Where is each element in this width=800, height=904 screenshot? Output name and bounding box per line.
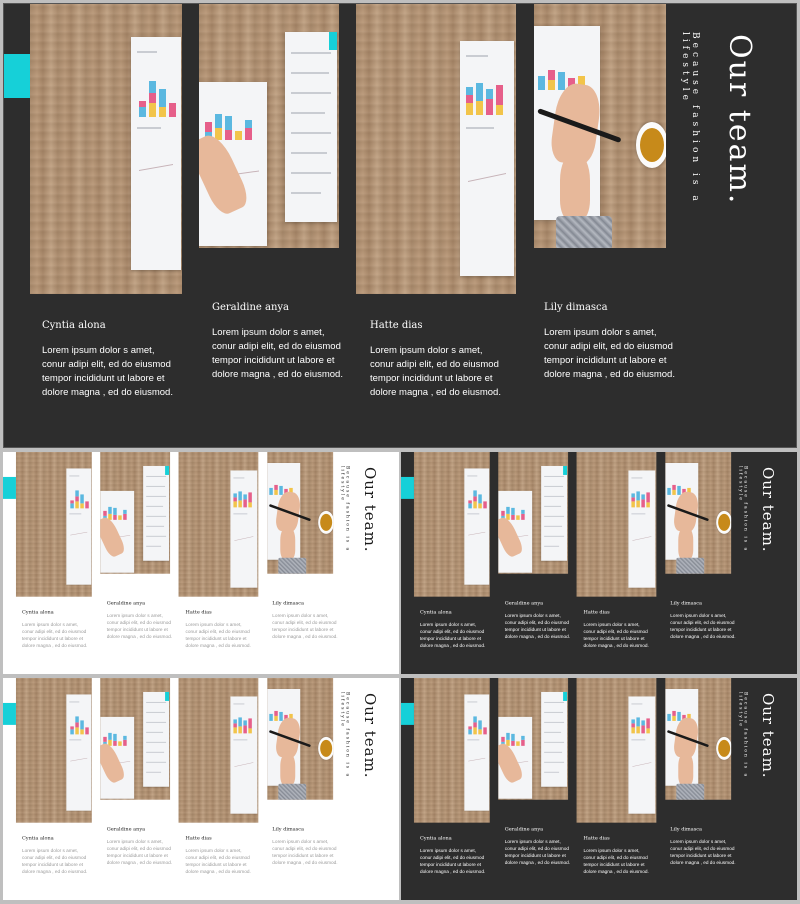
team-photo-3 (577, 678, 657, 823)
member-bio: Lorem ipsum dolor s amet, conur adipi elit, ed do eiusmod tempor incididunt ut labore et dolore magna , ed do eiusmod. (583, 622, 649, 649)
team-photo-3 (179, 452, 259, 597)
slide-title: Our team. (361, 692, 379, 779)
member-name: Cyntia alona (419, 835, 452, 842)
member-bio: Lorem ipsum dolor s amet, conur adipi elit, ed do eiusmod tempor incididunt ut labore et dolore magna , ed do eiusmod. (212, 327, 343, 380)
team-photo-1 (414, 678, 490, 823)
member-bio: Lorem ipsum dolor s amet, conur adipi elit, ed do eiusmod tempor incididunt ut labore et dolore magna , ed do eiusmod. (185, 848, 251, 875)
member-bio: Lorem ipsum dolor s amet, conur adipi elit, ed do eiusmod tempor incididunt ut labore et dolore magna , ed do eiusmod. (370, 345, 501, 398)
member-name: Cyntia alona (419, 609, 452, 616)
member-bio: Lorem ipsum dolor s amet, conur adipi elit, ed do eiusmod tempor incididunt ut labore et dolore magna , ed do eiusmod. (504, 839, 571, 866)
team-photo-1 (30, 4, 182, 294)
team-photo-2 (498, 452, 568, 574)
member-name: Hatte dias (583, 609, 610, 616)
team-photo-2 (199, 4, 339, 248)
accent-bar (3, 703, 16, 725)
slide-subtitle: Because fashion is a lifestyle (340, 465, 351, 553)
team-photo-3 (577, 452, 657, 597)
member-bio: Lorem ipsum dolor s amet, conur adipi elit, ed do eiusmod tempor incididunt ut labore et dolore magna , ed do eiusmod. (583, 848, 649, 875)
team-photo-3 (179, 678, 259, 823)
member-bio: Lorem ipsum dolor s amet, conur adipi elit, ed do eiusmod tempor incididunt ut labore et dolore magna , ed do eiusmod. (419, 848, 486, 875)
member-name: Geraldine anya (504, 600, 544, 607)
member-name: Lily dimasca (670, 826, 703, 833)
member-bio: Lorem ipsum dolor s amet, conur adipi elit, ed do eiusmod tempor incididunt ut labore et dolore magna , ed do eiusmod. (544, 327, 675, 380)
member-name: Geraldine anya (106, 826, 146, 833)
team-photo-3 (356, 4, 516, 294)
team-photo-4 (665, 452, 731, 574)
member-bio: Lorem ipsum dolor s amet, conur adipi elit, ed do eiusmod tempor incididunt ut labore et dolore magna , ed do eiusmod. (106, 839, 173, 866)
team-photo-1 (16, 678, 92, 823)
team-photo-1 (16, 452, 92, 597)
team-photo-2 (498, 678, 568, 800)
slide-subtitle: Because fashion is a lifestyle (340, 691, 351, 779)
member-bio: Lorem ipsum dolor s amet, conur adipi elit, ed do eiusmod tempor incididunt ut labore et dolore magna , ed do eiusmod. (272, 613, 338, 640)
accent-bar (401, 703, 414, 725)
accent-bar (4, 54, 30, 98)
member-bio: Lorem ipsum dolor s amet, conur adipi elit, ed do eiusmod tempor incididunt ut labore et dolore magna , ed do eiusmod. (185, 622, 251, 649)
member-bio: Lorem ipsum dolor s amet, conur adipi elit, ed do eiusmod tempor incididunt ut labore et dolore magna , ed do eiusmod. (106, 613, 173, 640)
member-name: Lily dimasca (272, 600, 305, 607)
slide-title: Our team. (759, 466, 777, 553)
member-name: Hatte dias (370, 320, 423, 331)
team-photo-4 (267, 678, 333, 800)
member-bio: Lorem ipsum dolor s amet, conur adipi elit, ed do eiusmod tempor incididunt ut labore et dolore magna , ed do eiusmod. (670, 839, 736, 866)
thumbnail-slide-light-1[interactable] (3, 452, 399, 674)
member-bio: Lorem ipsum dolor s amet, conur adipi elit, ed do eiusmod tempor incididunt ut labore et dolore magna , ed do eiusmod. (670, 613, 736, 640)
member-name: Cyntia alona (21, 835, 54, 842)
member-name: Lily dimasca (272, 826, 305, 833)
member-name: Cyntia alona (21, 609, 54, 616)
slide-title: Our team. (759, 692, 777, 779)
member-name: Cyntia alona (42, 320, 106, 331)
slide-title: Our team. (361, 466, 379, 553)
member-name: Lily dimasca (544, 302, 608, 313)
team-photo-1 (414, 452, 490, 597)
slide-title: Our team. (722, 34, 757, 206)
member-bio: Lorem ipsum dolor s amet, conur adipi elit, ed do eiusmod tempor incididunt ut labore et dolore magna , ed do eiusmod. (272, 839, 338, 866)
thumbnail-slide-dark-1[interactable] (401, 452, 797, 674)
member-bio: Lorem ipsum dolor s amet, conur adipi elit, ed do eiusmod tempor incididunt ut labore et dolore magna , ed do eiusmod. (419, 622, 486, 649)
team-photo-2 (100, 452, 170, 574)
member-name: Hatte dias (583, 835, 610, 842)
team-photo-4 (534, 4, 666, 248)
member-name: Geraldine anya (106, 600, 146, 607)
accent-bar (401, 477, 414, 499)
slide-subtitle: Because fashion is a lifestyle (738, 691, 749, 779)
slide-subtitle: Because fashion is a lifestyle (738, 465, 749, 553)
member-name: Hatte dias (185, 609, 212, 616)
member-bio: Lorem ipsum dolor s amet, conur adipi elit, ed do eiusmod tempor incididunt ut labore et dolore magna , ed do eiusmod. (42, 345, 173, 398)
team-photo-4 (665, 678, 731, 800)
team-photo-4 (267, 452, 333, 574)
member-name: Geraldine anya (212, 302, 289, 313)
team-photo-2 (100, 678, 170, 800)
main-slide[interactable] (3, 3, 797, 448)
member-name: Lily dimasca (670, 600, 703, 607)
slide-subtitle: Because fashion is a lifestyle (680, 32, 700, 205)
member-bio: Lorem ipsum dolor s amet, conur adipi elit, ed do eiusmod tempor incididunt ut labore et dolore magna , ed do eiusmod. (504, 613, 571, 640)
thumbnail-slide-dark-2[interactable] (401, 678, 797, 900)
thumbnail-slide-light-2[interactable] (3, 678, 399, 900)
member-bio: Lorem ipsum dolor s amet, conur adipi elit, ed do eiusmod tempor incididunt ut labore et dolore magna , ed do eiusmod. (21, 848, 88, 875)
member-name: Hatte dias (185, 835, 212, 842)
member-name: Geraldine anya (504, 826, 544, 833)
accent-bar (3, 477, 16, 499)
member-bio: Lorem ipsum dolor s amet, conur adipi elit, ed do eiusmod tempor incididunt ut labore et dolore magna , ed do eiusmod. (21, 622, 88, 649)
